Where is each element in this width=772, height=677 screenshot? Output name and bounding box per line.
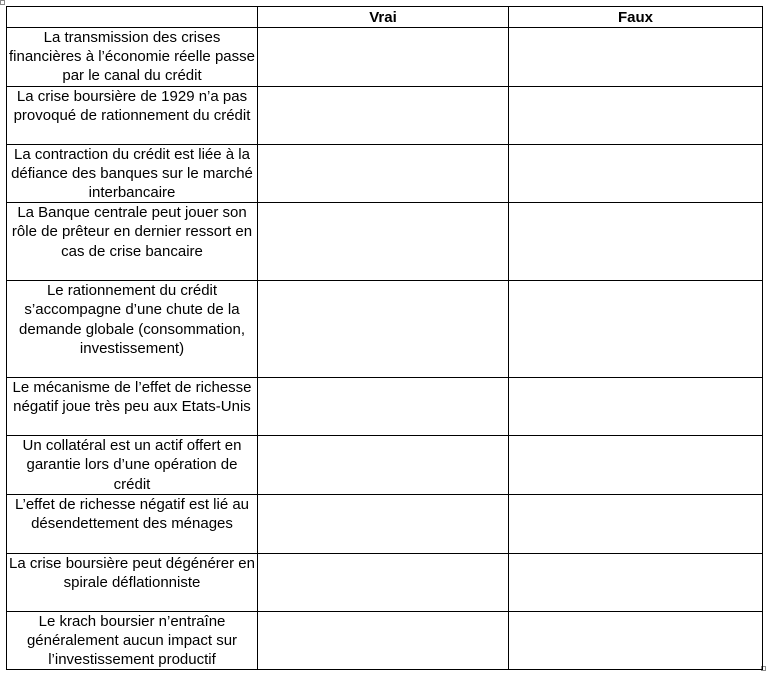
table-row xyxy=(7,144,763,203)
table-row xyxy=(7,611,763,670)
faux-answer-cell[interactable] xyxy=(509,611,763,670)
vrai-answer-cell[interactable] xyxy=(258,553,509,611)
faux-answer-cell[interactable] xyxy=(509,28,763,87)
statement-cell: La Banque centrale peut jouer son rôle de prêteur en dernier ressort en cas de crise bancaire xyxy=(7,203,258,281)
vrai-answer-cell[interactable] xyxy=(258,203,509,281)
vrai-answer-cell[interactable] xyxy=(258,86,509,144)
faux-answer-cell[interactable] xyxy=(509,553,763,611)
table-row xyxy=(7,203,763,281)
statement-cell: La transmission des crises financières à l’économie réelle passe par le canal du crédit xyxy=(7,28,258,87)
table-row xyxy=(7,378,763,436)
true-false-table xyxy=(6,6,763,670)
faux-answer-cell[interactable] xyxy=(509,144,763,203)
header-vrai: Vrai xyxy=(258,7,509,28)
table-row xyxy=(7,86,763,144)
vrai-answer-cell[interactable] xyxy=(258,436,509,495)
statement-cell: Un collatéral est un actif offert en garantie lors d’une opération de crédit xyxy=(7,436,258,495)
vrai-answer-cell[interactable] xyxy=(258,494,509,553)
page-corner-marker-top-left xyxy=(0,0,5,5)
faux-answer-cell[interactable] xyxy=(509,203,763,281)
statement-cell: La contraction du crédit est liée à la défiance des banques sur le marché interbancaire xyxy=(7,144,258,203)
vrai-answer-cell[interactable] xyxy=(258,378,509,436)
vrai-answer-cell[interactable] xyxy=(258,281,509,378)
vrai-answer-cell[interactable] xyxy=(258,28,509,87)
table-row xyxy=(7,436,763,495)
table-row xyxy=(7,28,763,87)
faux-answer-cell[interactable] xyxy=(509,494,763,553)
vrai-answer-cell[interactable] xyxy=(258,611,509,670)
statement-cell: Le rationnement du crédit s’accompagne d’une chute de la demande globale (consommation, investissement) xyxy=(7,281,258,378)
statement-cell: Le krach boursier n’entraîne généralement aucun impact sur l’investissement productif xyxy=(7,611,258,670)
statement-cell: La crise boursière de 1929 n’a pas provoqué de rationnement du crédit xyxy=(7,86,258,144)
table-row xyxy=(7,281,763,378)
statement-cell: Le mécanisme de l’effet de richesse négatif joue très peu aux Etats-Unis xyxy=(7,378,258,436)
statement-cell: L’effet de richesse négatif est lié au désendettement des ménages xyxy=(7,494,258,553)
header-row xyxy=(7,7,763,28)
table-row xyxy=(7,553,763,611)
vrai-answer-cell[interactable] xyxy=(258,144,509,203)
header-faux: Faux xyxy=(509,7,763,28)
faux-answer-cell[interactable] xyxy=(509,86,763,144)
header-statement xyxy=(7,7,258,28)
statement-cell: La crise boursière peut dégénérer en spirale déflationniste xyxy=(7,553,258,611)
table-row xyxy=(7,494,763,553)
faux-answer-cell[interactable] xyxy=(509,436,763,495)
faux-answer-cell[interactable] xyxy=(509,281,763,378)
faux-answer-cell[interactable] xyxy=(509,378,763,436)
